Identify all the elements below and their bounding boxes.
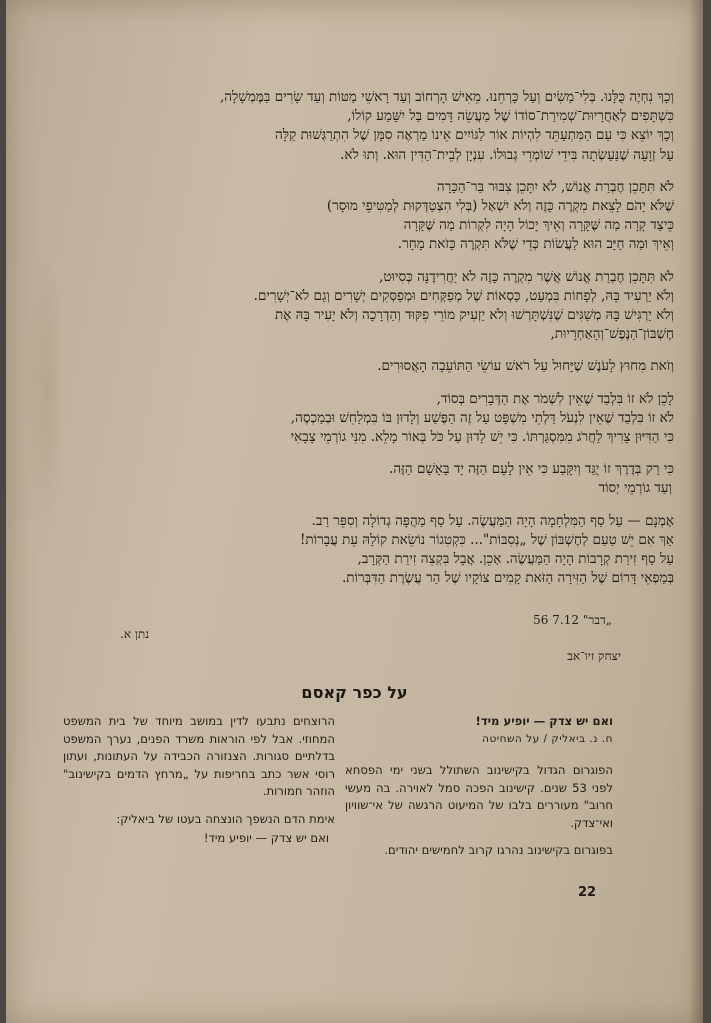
- epigraph: ואם יש צדק — יופיע מיד!: [475, 714, 613, 728]
- document-page: [6, 0, 703, 1023]
- stanza: [94, 460, 674, 498]
- poem-line: וְכָךְ נִחְיֶה כֻּלָּנוּ. בְּלִי־מַשִׂים וְעַל כָּרְחֵנוּ. מֵאִישׁ הָרְחוֹב וְעַד רָאשֵׁי מַטּוֹת וְעַד שָׂרִים בַּמֶּמְשָׁלָה,: [219, 89, 674, 105]
- page-edge-shadow: [689, 0, 703, 1023]
- page-number: 22: [578, 885, 597, 900]
- poem-line: וְכָךְ יוֹצֵא כִּי עַם הַמִּתְעַתֵּד לִהְיוֹת אוֹר לַגּוֹיִים אֵינוֹ מַרְאֶה סִמָּן שֶׁל הִתְרַגְּשׁוּת קַלָּה: [274, 127, 674, 144]
- poem-line: כִּי רַק בְּדֶרֶךְ זוֹ יֻגַּד וְיִקָּבַע כִּי אֵין לָעָם הַזֶּה יָד בָּאָשָׁם הַזֶּה.: [389, 461, 674, 478]
- article-title: על כפר קאסם: [301, 683, 408, 702]
- poem-line: כִּשְׁתָּפִים לְאַחֲרָיוּת־שְׁמִירַת־סוֹדוֹ שֶׁל מַעֲשֵׂה דָּמִים בַּל יִשָּׁמַע קוֹלוֹ,: [347, 108, 674, 125]
- poem-line: וְלֹא יַרְגִּישׁ בָּהּ מְשַׁגִּים שֶׁנִּשְׁתָּרְשׁוּ וְלֹא יַזְעִיק מוֹרֵי פִקּוּד וְהַדְרָכָה וְלֹא יָעִיר בָּהּ אֶת: [274, 307, 674, 324]
- poem-line: כִּי הַדִּיּוּן צָרִיךְ לַחֲרֹג מִמִּסְגַּרְתּוֹ. כִּי יֵשׁ לָדוּן עַל כֹּל בְּאוֹר מָלֵא. מִנִּי גוֹרְמֵי צָבָאִי: [290, 429, 674, 446]
- stanza: [94, 268, 674, 345]
- article-paragraph: הפוגרום הגדול בקישינוב השתולל בשני ימי הפסחא לפני 53 שנים. קישינוב הפכה סמל לאוירה. בה מעשי חרוב" מעוררים בלבו של המיעוט הרגשה של אי־שוויון ואי־צדק.: [345, 763, 613, 830]
- stanza: [94, 178, 674, 255]
- source-date: „דבר" 7.12 56: [533, 613, 612, 627]
- poem-line: אָמְנָם — עַל סַף הַמִּלְחָמָה הָיָה הַמַּעֲשֶׂה. עַל סַף מַהֲפָּה גְדוֹלָה וְסִפֵּר רַב.: [311, 512, 674, 529]
- poem-line: חֶשְׁבּוֹן־הַנֶּפֶשׁ־וְהָאַחְרָיוּת,: [550, 326, 674, 343]
- article-paragraph: אימת הדם הנשפך הונצחה בעטו של ביאליק:: [116, 811, 335, 826]
- poem-line: אַךְ אִם יֵשׁ טַעַם לְחֶשְׁבּוֹן שֶׁל „נְסִבּוֹת"... כִּקְטִגוֹר נוֹשֵׂאת קוֹלָהּ עֵת עֲבָרוֹת!: [299, 531, 674, 548]
- poem-line: וְלֹא יַרְעִיד בָּהּ, לְפָחוֹת בִּמְעַט, כַּסְאוֹת שֶׁל מְפַקְּחִים וּמְפַסְּקִים יְשָׁרִים וְגַם לֹא־יְשָׁרִים.: [253, 287, 674, 304]
- poem-line: עַל סַף זִירַת קְרָבוֹת הָיָה הַמַּעֲשֶׂה. אָכֵן. אֲבָל בִּקְצֵה זִירַת הַקְּרָב,: [357, 551, 674, 568]
- poem-line: שֶׁלֹּא יָהֹם לָצֵאת מִקְרֶה כָּזֶה וְלֹא יִשְׁאַל (בְּלִי הִצְטַדְּקוּת לְמַטִּיפֵי מוּסָר): [326, 198, 674, 215]
- poem-line: לָכֵן לֹא זוֹ בִּלְבַד שֶׁאֵין לִשְׁמֹר אֶת הַדְּבָרִים בְּסוֹד,: [436, 390, 674, 407]
- stanza: [94, 390, 674, 448]
- poem-line: לֹא תִּתָּכֵן חֶבְרַת אֱנוֹשׁ אֲשֶׁר מִקְרֶה כָּזֶה לֹא יַחֲרִידֶנָּה כְּסִיוּט,: [379, 268, 674, 285]
- poem-line: וְאֵיךְ וּמַה חַיָּב הוּא לַעֲשׂוֹת כְּדֵי שֶׁלֹּא תִּקְרֶה כָּזֹאת מָחָר.: [397, 236, 674, 253]
- poem-line: לֹא תִּתָּכֵן חֶבְרַת אֱנוֹשׁ, לֹא יִתָּכֵן צִבּוּר בַּר־הַכָּרָה: [436, 178, 674, 195]
- article-author: יצחק זיו־אב: [567, 649, 621, 663]
- stanza: [94, 512, 674, 589]
- poem-line: וְזֹאת מִחוּץ לָעֹנֶשׁ שֶׁיָּחוּל עַל רֹאשׁ עוֹשֵׂי הַתּוֹעֵבָה הָאֲסוּרִים.: [377, 358, 674, 375]
- poem-line: וְעַד גוֹרְמֵי יְסוֹד: [598, 480, 672, 497]
- poem-line: לֹא זוֹ בִּלְבַד שֶׁאֵין לִנְעֹל דַּלְתֵי מִשְׁפָּט עַל זֶה הַפֶּשַׁע וְלָדוּן בּוֹ בִּמְלַחֵשׁ וּבְמַכְסֶה,: [290, 409, 674, 426]
- article-paragraph: הרוצחים נתבעו לדין במושב מיוחד של בית המשפט המחוזי. אבל לפי הוראות משרד הפנים, נערך המשפט בדלתיים סגורות. הצנזורה הכבידה על העתונות, ועתון רוסי אשר כתב בחריפות על „מרחץ הדמים בקישינוב" הוזהר חמורות.: [63, 714, 335, 798]
- poem-line: בְּמַפְאֵי דָּרוֹם שֶׁל הַזִּירָה הַזֹּאת קָמִים צוֹקָיו שֶׁל הַר עֲשֶׂרֶת הַדִּבְּרוֹת.: [342, 570, 674, 587]
- poem-body: [94, 88, 674, 601]
- epigraph-source: ח. נ. ביאליק / על השחיטה: [482, 732, 613, 745]
- paper-stain: [26, 240, 66, 540]
- article-paragraph: בפוגרום בקישינוב נהרגו קרוב לחמישים יהודים.: [384, 843, 613, 857]
- article-column-left: [63, 713, 335, 848]
- poem-line: עַל זְוָעָה שֶׁנַּעַשְׂתָה בִּידֵי שׁוֹמְרֵי גְבוּלוֹ. עִנְיָן לְבֵית־הַדִּין הוּא. וְתוּ לֹא.: [340, 146, 674, 163]
- closing-quote: ואם יש צדק — יופיע מיד!: [203, 831, 329, 845]
- poem-line: כֵּיצַד קָרָה מַה שֶּׁקָּרָה וְאֵיךְ יָכוֹל הָיָה לִקְרוֹת מַה שֶּׁקָּרָה: [403, 217, 674, 234]
- stanza: [94, 88, 674, 165]
- poem-author: נתן א.: [120, 627, 150, 641]
- article-column-right: [345, 713, 613, 870]
- stanza: [94, 357, 674, 376]
